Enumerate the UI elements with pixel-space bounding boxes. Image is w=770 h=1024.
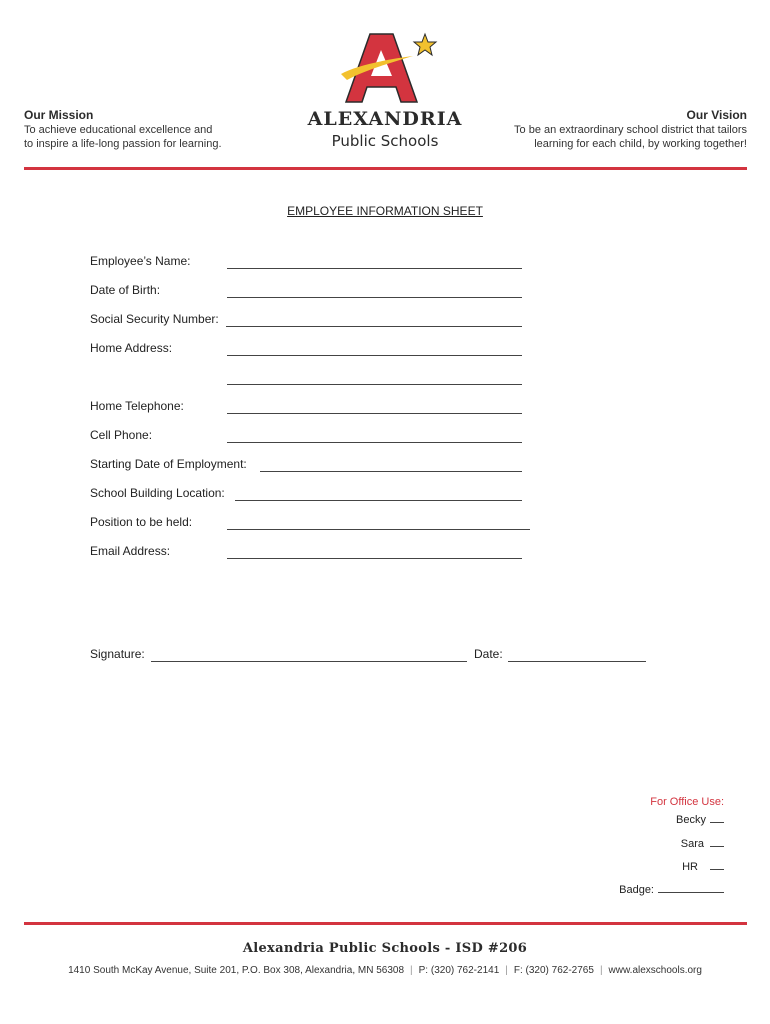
position-blank[interactable] [227,529,530,530]
office-item-label: Badge: [619,884,654,896]
field-building-location [90,486,225,500]
field-label: Social Security Number: [90,312,219,326]
hr-blank[interactable] [710,859,724,870]
field-home-address [90,341,172,355]
mission-line: To achieve educational excellence and [24,124,213,136]
field-email [90,544,170,558]
footer-website[interactable]: www.alexschools.org [608,965,702,976]
office-item-label: Sara [680,838,704,850]
field-label: Position to be held: [90,515,193,529]
footer-phone: P: (320) 762-2141 [418,965,500,976]
ssn-blank[interactable] [226,326,522,327]
office-item-badge [619,882,724,896]
mission-title: Our Mission [24,108,94,122]
office-item-label: HR [682,861,698,873]
field-label: Starting Date of Employment: [90,457,247,471]
separator: | [599,965,603,976]
name-blank[interactable] [227,268,522,269]
logo-letter: A [381,90,382,91]
office-item-label: Becky [676,814,706,826]
field-label: Home Address: [90,341,173,355]
signature-label: Signature: [90,647,145,661]
field-label: Date of Birth: [90,283,161,297]
building-blank[interactable] [235,500,522,501]
separator: | [505,965,508,976]
logo-name: ALEXANDRIA [307,108,463,130]
date-label: Date: [474,647,503,661]
dob-blank[interactable] [227,297,522,298]
footer-contact [0,965,770,976]
field-employee-name [90,254,191,268]
field-cell-phone [90,428,152,442]
cell-phone-blank[interactable] [227,442,522,443]
field-label: Cell Phone: [90,428,153,442]
badge-blank[interactable] [658,882,724,893]
field-label: Home Telephone: [90,399,184,413]
signature-row [90,647,650,663]
footer-fax: F: (320) 762-2765 [513,965,594,976]
footer-address: 1410 South McKay Avenue, Suite 201, P.O. Box 308, Alexandria, MN 56308 [68,965,405,976]
school-logo-icon [335,30,445,105]
header-divider [24,167,747,170]
start-date-blank[interactable] [260,471,522,472]
field-home-telephone [90,399,184,413]
email-blank[interactable] [227,558,522,559]
field-label: School Building Location: [90,486,225,500]
footer-title: Alexandria Public Schools - ISD #206 [242,941,528,956]
vision-line: To be an extraordinary school district that tailors [514,124,747,136]
home-phone-blank[interactable] [227,413,522,414]
office-use-title: For Office Use: [650,796,724,808]
address-blank-2[interactable] [227,384,522,385]
field-position [90,515,192,529]
form-title: EMPLOYEE INFORMATION SHEET [287,204,483,218]
field-starting-date [90,457,247,471]
office-item-hr [682,859,724,873]
sara-blank[interactable] [710,836,724,847]
field-ssn [90,312,219,326]
mission-line: to inspire a life-long passion for learning. [24,138,222,150]
footer-divider [24,922,747,925]
field-date-of-birth [90,283,160,297]
field-home-address-line2 [90,370,530,386]
signature-blank[interactable] [151,661,467,662]
separator: | [410,965,413,976]
field-label: Email Address: [90,544,171,558]
vision-text [514,123,747,151]
office-item-becky [676,812,724,826]
mission-text [24,123,222,151]
logo-subtitle: Public Schools [331,132,439,150]
address-blank-1[interactable] [227,355,522,356]
signature-date-blank[interactable] [508,661,646,662]
office-item-sara [681,836,724,850]
field-label: Employee’s Name: [90,254,191,268]
vision-line: learning for each child, by working together! [534,138,747,150]
becky-blank[interactable] [710,812,724,823]
vision-title: Our Vision [686,108,747,122]
